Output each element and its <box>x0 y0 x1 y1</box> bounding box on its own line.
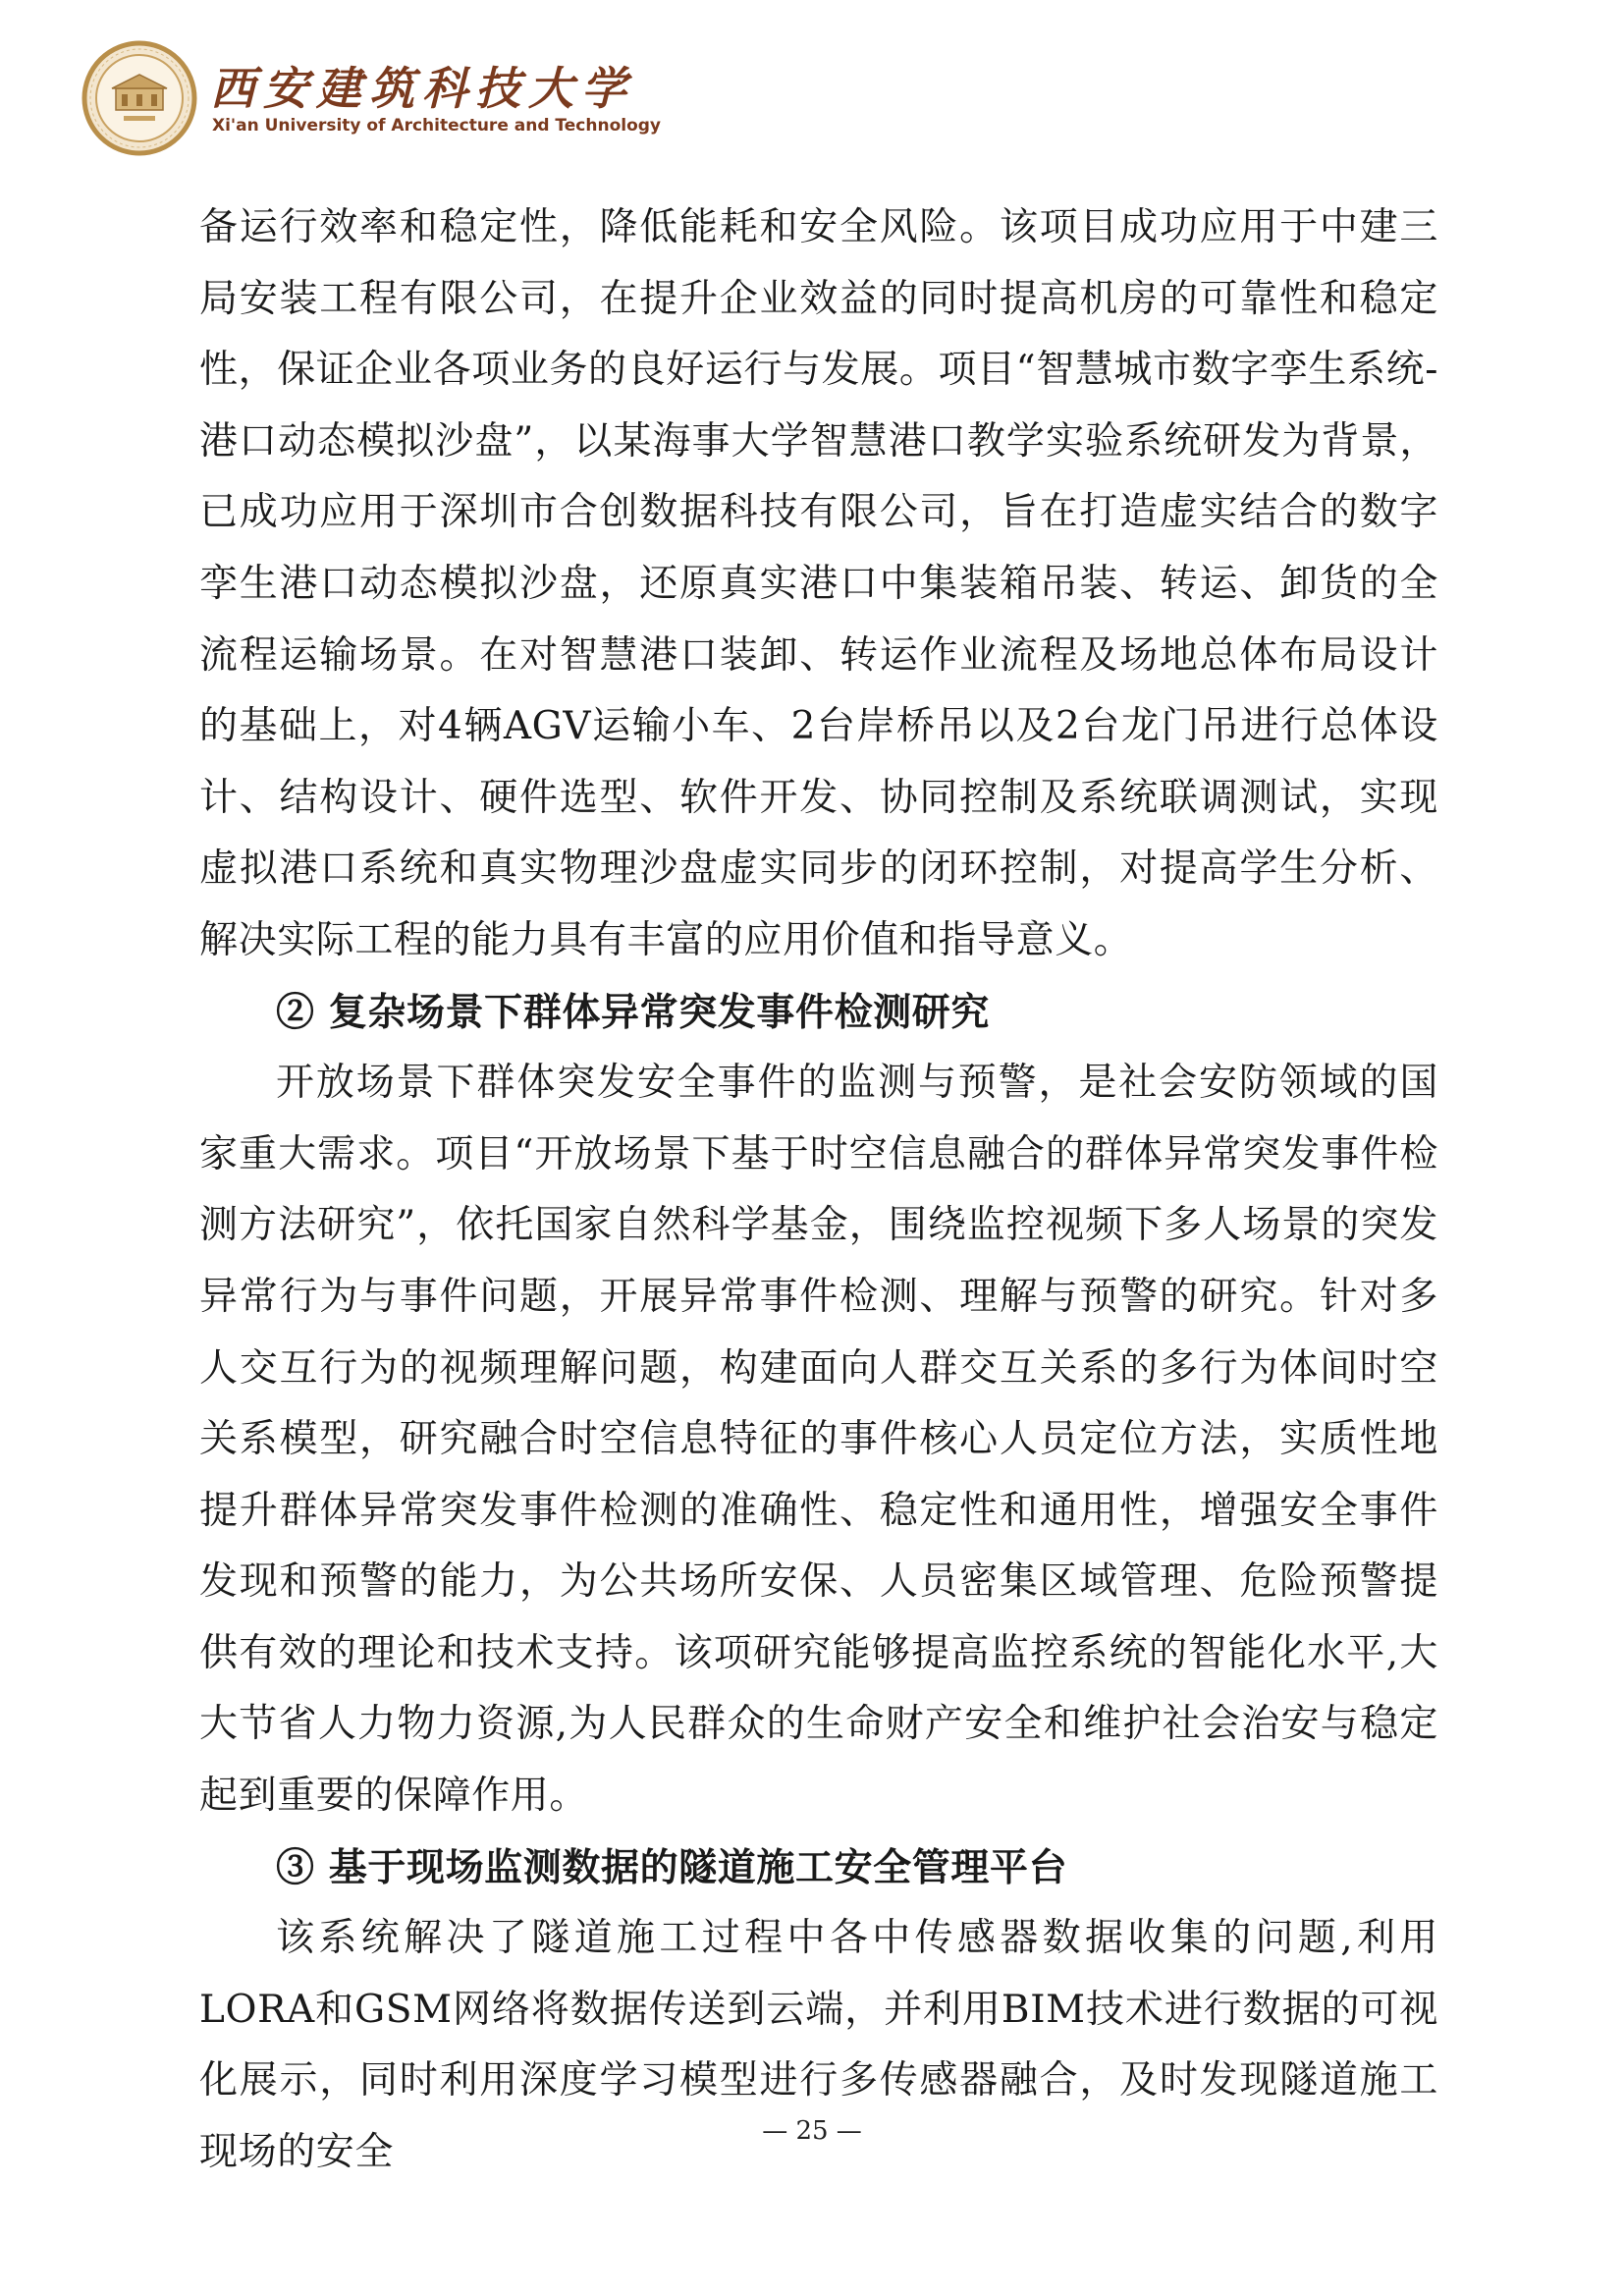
page-number: — 25 — <box>762 2116 862 2146</box>
university-name-english: Xi'an University of Architecture and Technology <box>212 116 662 136</box>
main-content <box>199 192 1438 2189</box>
page-header <box>81 39 662 157</box>
body-paragraph-3: 该系统解决了隧道施工过程中各中传感器数据收集的问题,利用LORA和GSM网络将数据传送到云端，并利用BIM技术进行数据的可视化展示，同时利用深度学习模型进行多传感器融合，及时发现隧道施工现场的安全 <box>199 1916 1438 2175</box>
section-heading-2: ② 复杂场景下群体异常突发事件检测研究 <box>276 989 990 1035</box>
body-paragraph-1: 备运行效率和稳定性，降低能耗和安全风险。该项目成功应用于中建三局安装工程有限公司，在提升企业效益的同时提高机房的可靠性和稳定性，保证企业各项业务的良好运行与发展。项目“智慧城市数字孪生系统-港口动态模拟沙盘”，以某海事大学智慧港口教学实验系统研发为背景，已成功应用于深圳市合创数据科技有限公司，旨在打造虚实结合的数字孪生港口动态模拟沙盘，还原真实港口中集装箱吊装、转运、卸货的全流程运输场景。在对智慧港口装卸、转运作业流程及场地总体布局设计的基础上，对4辆AGV运输小车、2台岸桥吊以及2台龙门吊进行总体设计、结构设计、硬件选型、软件开发、协同控制及系统联调测试，实现虚拟港口系统和真实物理沙盘虚实同步的闭环控制，对提高学生分析、解决实际工程的能力具有丰富的应用价值和指导意义。 <box>199 205 1438 962</box>
section-heading-3: ③ 基于现场监测数据的隧道施工安全管理平台 <box>276 1844 1068 1890</box>
body-paragraph-2: 开放场景下群体突发安全事件的监测与预警，是社会安防领域的国家重大需求。项目“开放场景下基于时空信息融合的群体异常突发事件检测方法研究”，依托国家自然科学基金，围绕监控视频下多人场景的突发异常行为与事件问题，开展异常事件检测、理解与预警的研究。针对多人交互行为的视频理解问题，构建面向人群交互关系的多行为体间时空关系模型，研究融合时空信息特征的事件核心人员定位方法，实质性地提升群体异常突发事件检测的准确性、稳定性和通用性，增强安全事件发现和预警的能力，为公共场所安保、人员密集区域管理、危险预警提供有效的理论和技术支持。该项研究能够提高监控系统的智能化水平,大大节省人力物力资源,为人民群众的生命财产安全和维护社会治安与稳定起到重要的保障作用。 <box>199 1061 1438 1819</box>
university-seal-icon <box>81 39 198 157</box>
university-name-chinese: 西安建筑科技大学 <box>210 62 634 115</box>
